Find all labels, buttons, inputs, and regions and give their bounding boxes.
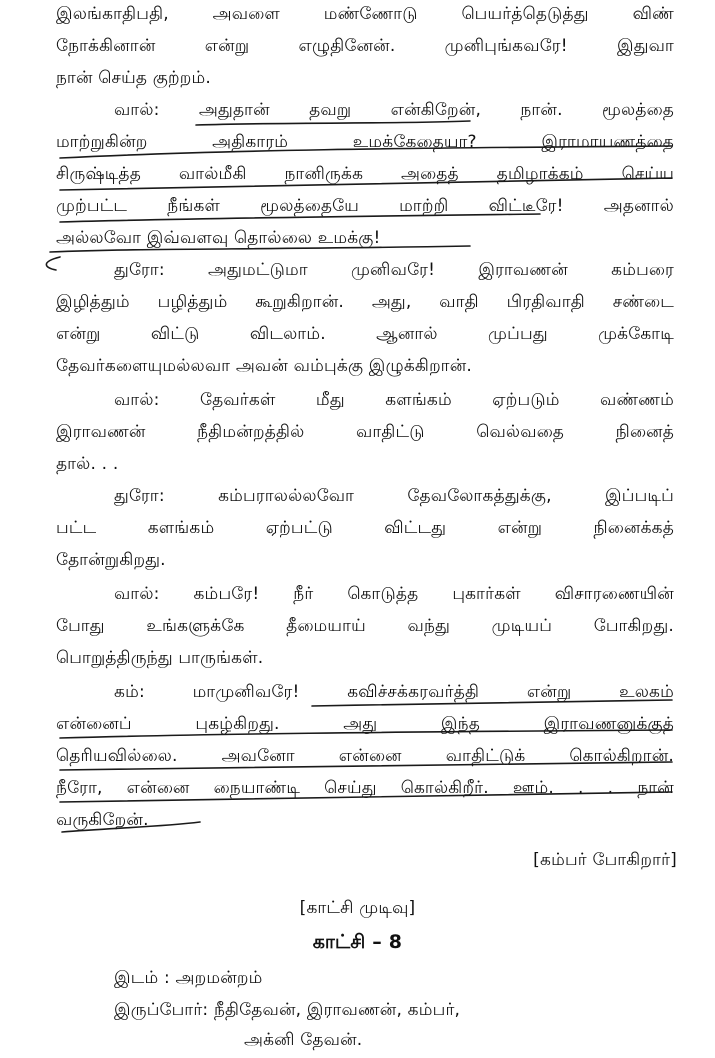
dialogue-val-3-line-3: பொறுத்திருந்து பாருங்கள். bbox=[56, 648, 264, 668]
dialogue-kam-1-line-4: நீரோ, என்னை நையாண்டி செய்து கொல்கிறீர். ஊம். . . நான் bbox=[56, 778, 674, 798]
dialogue-thuro-2-line-1: துரோ: கம்பராலல்லவோ தேவலோகத்துக்கு, இப்படிப் bbox=[114, 486, 674, 506]
scene-end-note: [காட்சி முடிவு] bbox=[299, 898, 416, 918]
scene-place: இடம் : அறமன்றம் bbox=[114, 968, 263, 988]
text-line-3: நான் செய்த குற்றம். bbox=[56, 68, 212, 88]
dialogue-kam-1-line-3: தெரியவில்லை. அவனோ என்னை வாதிட்டுக் கொல்கிறான். bbox=[56, 746, 674, 766]
dialogue-thuro-1-line-2: இழித்தும் பழித்தும் கூறுகிறான். அது, வாதி பிரதிவாதி சண்டை bbox=[56, 292, 674, 312]
stage-direction-exit: [கம்பர் போகிறார்] bbox=[533, 850, 677, 870]
dialogue-val-1-line-2: மாற்றுகின்ற அதிகாரம் உமக்கேதையா? இராமாயணத்தை bbox=[56, 132, 674, 152]
dialogue-kam-1-line-5: வருகிறேன். bbox=[56, 810, 149, 830]
dialogue-val-1-line-3: சிருஷ்டித்த வால்மீகி நானிருக்க அதைத் தமிழாக்கம் செய்ய bbox=[56, 164, 674, 184]
underline-1 bbox=[196, 121, 470, 125]
dialogue-val-2-line-1: வால்: தேவர்கள் மீது களங்கம் ஏற்படும் வண்ணம் bbox=[114, 390, 674, 410]
dialogue-kam-1-line-2: என்னைப் புகழ்கிறது. அது இந்த இராவணனுக்குத் bbox=[56, 714, 674, 734]
dialogue-val-3-line-2: போது உங்களுக்கே தீமையாய் வந்து முடியப் போகிறது. bbox=[56, 616, 674, 636]
dialogue-val-2-line-3: தால். . . bbox=[56, 454, 119, 474]
dialogue-val-1-line-4: முற்பட்ட நீங்கள் மூலத்தையே மாற்றி விட்டீரே! அதனால் bbox=[56, 196, 674, 216]
dialogue-thuro-1-line-3: என்று விட்டு விடலாம். ஆனால் முப்பது முக்கோடி bbox=[56, 324, 674, 344]
dialogue-val-3-line-1: வால்: கம்பரே! நீர் கொடுத்த புகார்கள் விசாரணையின் bbox=[114, 584, 674, 604]
scene-heading: காட்சி – 8 bbox=[312, 931, 403, 953]
dialogue-thuro-2-line-3: தோன்றுகிறது. bbox=[56, 550, 166, 570]
text-line-2: நோக்கினான் என்று எழுதினேன். முனிபுங்கவரே! இதுவா bbox=[56, 36, 674, 56]
underline-6 bbox=[46, 257, 60, 270]
dialogue-val-1-line-1: வால்: அதுதான் தவறு என்கிறேன், நான். மூலத்தை bbox=[114, 100, 674, 120]
dialogue-thuro-1-line-1: துரோ: அதுமட்டுமா முனிவரே! இராவணன் கம்பரை bbox=[114, 260, 674, 280]
scene-characters: இருப்போர்: நீதிதேவன், இராவணன், கம்பர், bbox=[114, 1000, 461, 1020]
dialogue-kam-1-line-1: கம்: மாமுனிவரே! கவிச்சக்கரவர்த்தி என்று உலகம் bbox=[114, 682, 674, 702]
text-line-1: இலங்காதிபதி, அவளை மண்ணோடு பெயர்த்தெடுத்து விண் bbox=[56, 4, 674, 24]
dialogue-val-2-line-2: இராவணன் நீதிமன்றத்தில் வாதிட்டு வெல்வதை நினைத் bbox=[56, 422, 674, 442]
dialogue-thuro-1-line-4: தேவர்களையுமல்லவா அவன் வம்புக்கு இழுக்கிறான். bbox=[56, 356, 473, 376]
dialogue-val-1-line-5: அல்லவோ இவ்வளவு தொல்லை உமக்கு! bbox=[56, 228, 381, 248]
scene-characters-cont: அக்னி தேவன். bbox=[244, 1030, 363, 1050]
dialogue-thuro-2-line-2: பட்ட களங்கம் ஏற்பட்டு விட்டது என்று நினைக்கத் bbox=[56, 518, 674, 538]
